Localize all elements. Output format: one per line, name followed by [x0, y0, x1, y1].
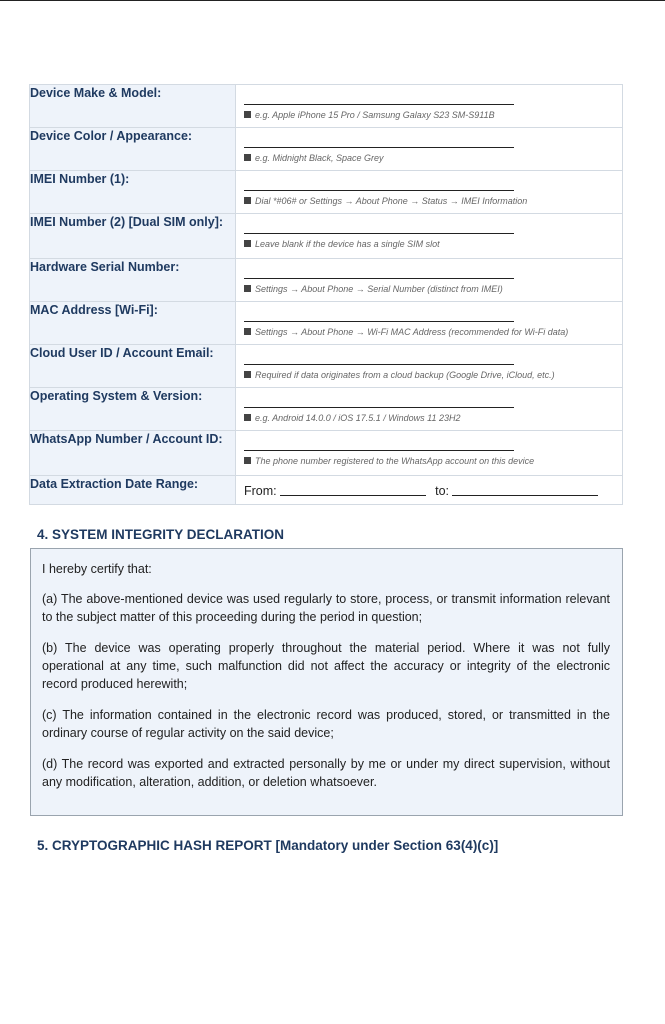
row-hint: e.g. Apple iPhone 15 Pro / Samsung Galaxy S23 SM-S911B — [244, 109, 495, 121]
bullet-square-icon — [244, 285, 251, 292]
row-label: MAC Address [Wi-Fi]: — [30, 302, 236, 345]
row-hint: Settings → About Phone → Wi-Fi MAC Address (recommended for Wi-Fi data) — [244, 326, 568, 338]
row-label: Cloud User ID / Account Email: — [30, 345, 236, 388]
row-hint: Settings → About Phone → Serial Number (distinct from IMEI) — [244, 283, 503, 295]
bullet-square-icon — [244, 371, 251, 378]
row-label: WhatsApp Number / Account ID: — [30, 431, 236, 476]
from-label: From: — [244, 484, 277, 498]
bullet-square-icon — [244, 457, 251, 464]
fill-line — [244, 364, 514, 365]
row-hint: e.g. Android 14.0.0 / iOS 17.5.1 / Windows 11 23H2 — [244, 412, 461, 424]
table-row — [30, 388, 623, 431]
fill-line — [244, 450, 514, 451]
row-value-field[interactable] — [236, 431, 623, 476]
fill-line — [244, 104, 514, 105]
row-value-field[interactable] — [236, 302, 623, 345]
table-row — [30, 85, 623, 128]
row-hint: The phone number registered to the WhatsApp account on this device — [244, 455, 534, 467]
row-value-field[interactable] — [236, 388, 623, 431]
table-row — [30, 302, 623, 345]
section-4-heading: 4. SYSTEM INTEGRITY DECLARATION — [37, 527, 285, 542]
bullet-square-icon — [244, 240, 251, 247]
bullet-square-icon — [244, 197, 251, 204]
declaration-clause-d: (d) The record was exported and extracted personally by me or under my direct supervision, without any modification, alteration, addition, or deletion whatsoever. — [42, 757, 610, 789]
row-label: Device Make & Model: — [30, 85, 236, 128]
row-label: Device Color / Appearance: — [30, 128, 236, 171]
table-row — [30, 431, 623, 476]
device-details-table — [29, 84, 623, 505]
table-row — [30, 259, 623, 302]
from-date-field[interactable] — [280, 484, 426, 496]
row-label: IMEI Number (1): — [30, 171, 236, 214]
declaration-clause-c: (c) The information contained in the electronic record was produced, stored, or transmitted in the ordinary course of regular activity on the said device; — [42, 708, 610, 740]
table-row — [30, 345, 623, 388]
bullet-square-icon — [244, 328, 251, 335]
row-value-field[interactable] — [236, 128, 623, 171]
bullet-square-icon — [244, 111, 251, 118]
row-hint: Required if data originates from a cloud backup (Google Drive, iCloud, etc.) — [244, 369, 555, 381]
declaration-clause-b: (b) The device was operating properly throughout the material period. Where it was not fully operational at any time, such malfunction did not affect the accuracy or integrity of the electronic record produced herewith; — [42, 641, 610, 691]
row-label: Operating System & Version: — [30, 388, 236, 431]
date-range-field — [236, 476, 623, 505]
fill-line — [244, 190, 514, 191]
row-value-field[interactable] — [236, 259, 623, 302]
row-hint: Leave blank if the device has a single SIM slot — [244, 238, 440, 250]
row-label: Data Extraction Date Range: — [30, 476, 236, 505]
bullet-square-icon — [244, 154, 251, 161]
row-value-field[interactable] — [236, 171, 623, 214]
table-row — [30, 214, 623, 259]
page-top-rule — [0, 0, 665, 1]
row-hint: e.g. Midnight Black, Space Grey — [244, 152, 384, 164]
fill-line — [244, 321, 514, 322]
to-label: to: — [435, 484, 449, 498]
fill-line — [244, 407, 514, 408]
fill-line — [244, 278, 514, 279]
row-hint: Dial *#06# or Settings → About Phone → Status → IMEI Information — [244, 195, 527, 207]
row-value-field[interactable] — [236, 214, 623, 259]
fill-line — [244, 233, 514, 234]
declaration-intro: I hereby certify that: — [42, 562, 152, 576]
to-date-field[interactable] — [452, 484, 598, 496]
integrity-declaration-box — [30, 548, 623, 816]
row-value-field[interactable] — [236, 85, 623, 128]
fill-line — [244, 147, 514, 148]
table-row — [30, 128, 623, 171]
declaration-clause-a: (a) The above-mentioned device was used regularly to store, process, or transmit information relevant to the subject matter of this proceeding during the period in question; — [42, 592, 610, 624]
row-label: Hardware Serial Number: — [30, 259, 236, 302]
row-label: IMEI Number (2) [Dual SIM only]: — [30, 214, 236, 259]
section-5-heading: 5. CRYPTOGRAPHIC HASH REPORT [Mandatory under Section 63(4)(c)] — [37, 838, 499, 853]
row-value-field[interactable] — [236, 345, 623, 388]
table-row-date-range — [30, 476, 623, 505]
table-row — [30, 171, 623, 214]
bullet-square-icon — [244, 414, 251, 421]
